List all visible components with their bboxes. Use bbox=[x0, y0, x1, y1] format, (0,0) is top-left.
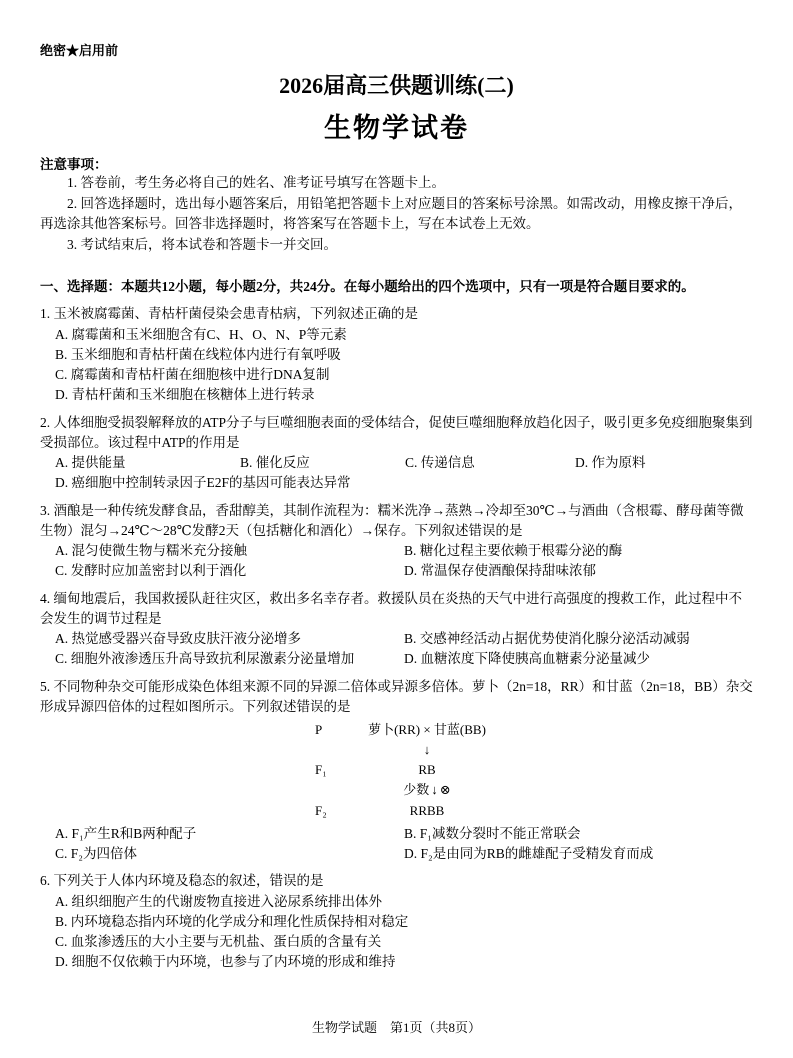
question-4-option-b: B. 交感神经活动占据优势使消化腺分泌活动减弱 bbox=[404, 631, 690, 647]
question-4-option-c: C. 细胞外液渗透压升高导致抗利尿激素分泌量增加 bbox=[55, 651, 355, 667]
question-1-stem: 1. 玉米被腐霉菌、青枯杆菌侵染会患青枯病，下列叙述正确的是 bbox=[40, 306, 418, 322]
diagram-arrow-row bbox=[315, 740, 753, 760]
question-3-stem: 3. 酒酿是一种传统发酵食品，香甜醇美，其制作流程为：糯米洗净→蒸熟→冷却至30℃→与酒曲（含根霉、酵母菌等微生物）混匀→24℃～28℃发酵2天（包括糖化和酒化）→保存。下列叙述错误的是 bbox=[40, 502, 744, 538]
question-4-option-d: D. 血糖浓度下降使胰高血糖素分泌量减少 bbox=[404, 651, 650, 667]
parent-cross-text: 萝卜(RR) × 甘蓝(BB) bbox=[368, 722, 486, 738]
question-2-stray-option-d: D. 癌细胞中控制转录因子E2F的基因可能表达异常 bbox=[55, 475, 351, 491]
question-5-option-b: B. F₁减数分裂时不能正常联会 bbox=[404, 825, 581, 841]
subject-title: 生物学试卷 bbox=[324, 113, 469, 143]
question-1-option-b: B. 玉米细胞和青枯杆菌在线粒体内进行有氧呼吸 bbox=[55, 346, 341, 362]
question-4 bbox=[40, 589, 753, 670]
question-6-stem: 6. 下列关于人体内环境及稳态的叙述，错误的是 bbox=[40, 873, 324, 889]
question-5-option-c: C. F₂为四倍体 bbox=[55, 846, 137, 862]
question-3-option-b: B. 糖化过程主要依赖于根霉分泌的酶 bbox=[404, 543, 623, 559]
notice-item-3: 3. 考试结束后，将本试卷和答题卡一并交回。 bbox=[67, 236, 337, 252]
f1-genotype: RB bbox=[418, 762, 436, 778]
security-classification-label: 绝密★启用前 bbox=[40, 43, 119, 58]
down-arrow-icon: ↓ bbox=[431, 782, 438, 798]
question-6 bbox=[40, 871, 753, 972]
diagram-selfing-row bbox=[315, 780, 753, 800]
down-arrow-icon: ↓ bbox=[423, 742, 431, 758]
question-1-options bbox=[40, 325, 753, 406]
question-3-option-d: D. 常温保存使酒酿保持甜味浓郁 bbox=[404, 563, 596, 579]
question-2-options bbox=[40, 453, 753, 473]
question-1-option-d: D. 青枯杆菌和玉米细胞在核糖体上进行转录 bbox=[55, 387, 315, 403]
question-3 bbox=[40, 501, 753, 582]
question-3-options bbox=[40, 541, 753, 582]
few-label: 少数 bbox=[403, 782, 430, 798]
question-6-option-a: A. 组织细胞产生的代谢废物直接进入泌尿系统排出体外 bbox=[55, 893, 382, 909]
question-6-options bbox=[40, 892, 753, 973]
question-4-options bbox=[40, 629, 753, 670]
question-3-option-a: A. 混匀使微生物与糯米充分接触 bbox=[55, 543, 247, 559]
question-2-option-c: C. 传递信息 bbox=[405, 455, 475, 471]
question-4-stem: 4. 缅甸地震后，我国救援队赶往灾区，救出多名幸存者。救援队员在炎热的天气中进行高强度的搜救工作，此过程中不会发生的调节过程是 bbox=[40, 590, 742, 626]
question-4-option-a: A. 热觉感受器兴奋导致皮肤汗液分泌增多 bbox=[55, 631, 301, 647]
question-5-stem: 5. 不同物种杂交可能形成染色体组来源不同的异源二倍体或异源多倍体。萝卜（2n=18，RR）和甘蓝（2n=18，BB）杂交形成异源四倍体的过程如图所示。下列叙述错误的是 bbox=[40, 678, 753, 714]
selfing-note bbox=[357, 780, 497, 800]
question-1-option-c: C. 腐霉菌和青枯杆菌在细胞核中进行DNA复制 bbox=[55, 367, 330, 383]
generation-label-f1: F₁ bbox=[315, 762, 327, 778]
notice-heading: 注意事项： bbox=[40, 157, 108, 172]
question-3-option-c: C. 发酵时应加盖密封以利于酒化 bbox=[55, 563, 247, 579]
f2-genotype: RRBB bbox=[409, 802, 445, 818]
section-heading-multiple-choice: 一、选择题：本题共12小题，每小题2分，共24分。在每小题给出的四个选项中，只有一项是符合题目要求的。 bbox=[40, 279, 695, 295]
question-1 bbox=[40, 304, 753, 405]
exam-title: 2026届高三供题训练(二) bbox=[279, 73, 514, 98]
question-6-option-c: C. 血浆渗透压的大小主要与无机盐、蛋白质的含量有关 bbox=[55, 934, 382, 950]
question-5-option-a: A. F₁产生R和B两种配子 bbox=[55, 825, 197, 841]
question-5-options bbox=[40, 824, 753, 865]
generation-label-f2: F₂ bbox=[315, 802, 327, 818]
question-1-option-a: A. 腐霉菌和玉米细胞含有C、H、O、N、P等元素 bbox=[55, 326, 347, 342]
page-footer: 生物学试题 第1页（共8页） bbox=[311, 1020, 481, 1035]
diagram-f1-row bbox=[315, 760, 753, 780]
diagram-parent-row bbox=[315, 720, 753, 740]
self-cross-icon: ⊗ bbox=[439, 782, 451, 798]
question-6-option-b: B. 内环境稳态指内环境的化学成分和理化性质保持相对稳定 bbox=[55, 913, 409, 929]
notice-item-1: 1. 答卷前，考生务必将自己的姓名、准考证号填写在答题卡上。 bbox=[67, 175, 445, 190]
question-2-option-b: B. 催化反应 bbox=[240, 455, 310, 471]
question-2 bbox=[40, 413, 753, 494]
question-2-option-a: A. 提供能量 bbox=[55, 455, 126, 471]
question-2-option-d: D. 作为原料 bbox=[575, 455, 646, 471]
question-6-option-d: D. 细胞不仅依赖于内环境，也参与了内环境的形成和维持 bbox=[55, 954, 396, 970]
question-2-stem: 2. 人体细胞受损裂解释放的ATP分子与巨噬细胞表面的受体结合，促使巨噬细胞释放趋化因子，吸引更多免疫细胞聚集到受损部位。该过程中ATP的作用是 bbox=[40, 414, 753, 450]
diagram-f2-row bbox=[315, 801, 753, 821]
generation-label-p: P bbox=[315, 722, 323, 738]
notice-item-2: 2. 回答选择题时，选出每小题答案后，用铅笔把答题卡上对应题目的答案标号涂黑。如需改动，用橡皮擦干净后，再选涂其他答案标号。回答非选择题时，将答案写在答题卡上，写在本试卷上无效。 bbox=[40, 195, 742, 232]
question-5 bbox=[40, 677, 753, 865]
cross-diagram bbox=[315, 720, 753, 821]
question-5-option-d: D. F₂是由同为RB的雌雄配子受精发育而成 bbox=[404, 846, 654, 862]
